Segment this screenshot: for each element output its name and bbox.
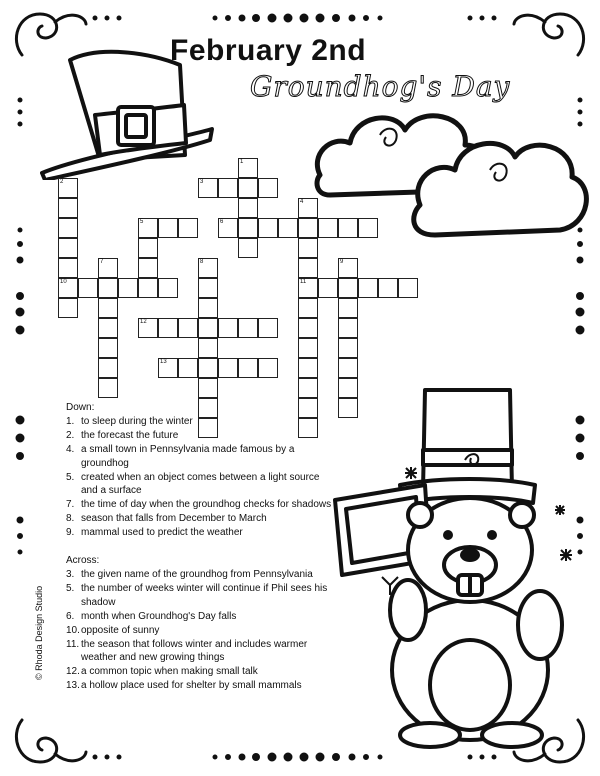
crossword-cell[interactable] <box>198 178 218 198</box>
clue-text: month when Groundhog's Day falls <box>81 610 237 622</box>
clue-number: 1. <box>66 415 75 427</box>
crossword-cell[interactable] <box>218 178 238 198</box>
crossword-cell[interactable] <box>298 298 318 318</box>
clue-text: the given name of the groundhog from Pennsylvania <box>81 568 313 580</box>
cell-number: 1 <box>240 159 244 165</box>
crossword-cell[interactable] <box>258 218 278 238</box>
clue-text: a small town in Pennsylvania made famous by a groundhog <box>81 443 295 469</box>
cell-number: 6 <box>220 219 224 225</box>
crossword-cell[interactable] <box>98 358 118 378</box>
crossword-cell[interactable] <box>138 278 158 298</box>
clue-number: 4. <box>66 443 75 455</box>
crossword-cell[interactable] <box>298 358 318 378</box>
clue-number: 2. <box>66 429 75 441</box>
cell-number: 9 <box>340 259 344 265</box>
crossword-cell[interactable] <box>338 338 358 358</box>
clue-text: the season that follows winter and includes warmer weather and new growing things <box>81 638 308 664</box>
crossword-cell[interactable] <box>338 218 358 238</box>
crossword-cell[interactable] <box>238 358 258 378</box>
clue-text: to sleep during the winter <box>81 415 193 427</box>
crossword-cell[interactable] <box>338 358 358 378</box>
clue-number: 5. <box>66 582 75 594</box>
cell-number: 13 <box>160 359 167 365</box>
clue-text: mammal used to predict the weather <box>81 527 243 539</box>
clue-text: the time of day when the groundhog checks for shadows <box>81 499 332 511</box>
clue-number: 11. <box>66 638 80 650</box>
crossword-cell[interactable] <box>298 198 318 218</box>
crossword-cell[interactable] <box>58 258 78 278</box>
crossword-cell[interactable] <box>238 158 258 178</box>
down-clue <box>66 415 336 429</box>
crossword-cell[interactable] <box>98 258 118 278</box>
crossword-cell[interactable] <box>238 238 258 258</box>
crossword-cell[interactable] <box>138 218 158 238</box>
copyright-credit: © Rhoda Design Studio <box>34 585 44 680</box>
clue-text: a hollow place used for shelter by small mammals <box>81 680 302 692</box>
clue-number: 7. <box>66 499 75 511</box>
crossword-cell[interactable] <box>138 318 158 338</box>
clue-number: 13. <box>66 680 80 692</box>
crossword-cell[interactable] <box>98 378 118 398</box>
crossword-cell[interactable] <box>178 218 198 238</box>
crossword-cell[interactable] <box>298 218 318 238</box>
crossword-cell[interactable] <box>58 278 78 298</box>
crossword-cell[interactable] <box>198 278 218 298</box>
crossword-cell[interactable] <box>138 258 158 278</box>
clue-text: opposite of sunny <box>81 624 160 636</box>
down-clue <box>66 429 336 443</box>
crossword-cell[interactable] <box>58 218 78 238</box>
crossword-cell[interactable] <box>58 178 78 198</box>
crossword-cell[interactable] <box>238 318 258 338</box>
across-heading: Across: <box>66 555 100 567</box>
clue-number: 12. <box>66 666 80 678</box>
cell-number: 5 <box>140 219 144 225</box>
crossword-cell[interactable] <box>338 278 358 298</box>
down-clue <box>66 471 336 499</box>
clue-text: the forecast the future <box>81 429 179 441</box>
crossword-cell[interactable] <box>298 238 318 258</box>
crossword-cell[interactable] <box>218 218 238 238</box>
crossword-cell[interactable] <box>338 298 358 318</box>
crossword-cell[interactable] <box>298 338 318 358</box>
crossword-cell[interactable] <box>198 378 218 398</box>
crossword-cell[interactable] <box>258 358 278 378</box>
page-subtitle: Groundhog's Day <box>250 70 511 103</box>
crossword-cell[interactable] <box>158 358 178 378</box>
clue-text: a common topic when making small talk <box>81 666 258 678</box>
clue-text: the number of weeks winter will continue if Phil sees his shadow <box>81 582 328 608</box>
clue-number: 3. <box>66 568 75 580</box>
across-clue <box>66 568 336 582</box>
down-clue <box>66 498 336 512</box>
crossword-cell[interactable] <box>298 378 318 398</box>
crossword-cell[interactable] <box>238 218 258 238</box>
down-heading: Down: <box>66 402 95 413</box>
crossword-cell[interactable] <box>258 318 278 338</box>
across-clue <box>66 582 336 610</box>
crossword-cell[interactable] <box>98 278 118 298</box>
clue-number: 5. <box>66 471 75 483</box>
crossword-cell[interactable] <box>298 258 318 278</box>
cell-number: 11 <box>300 279 307 285</box>
crossword-cell[interactable] <box>238 178 258 198</box>
groundhog-illustration <box>330 385 585 755</box>
crossword-cell[interactable] <box>298 318 318 338</box>
crossword-cell[interactable] <box>338 318 358 338</box>
across-clue <box>66 624 336 638</box>
crossword-cell[interactable] <box>238 198 258 218</box>
crossword-cell[interactable] <box>198 338 218 358</box>
clues-section <box>66 401 336 693</box>
down-clue <box>66 512 336 526</box>
clue-text: created when an object comes between a light source and a surface <box>81 471 320 497</box>
crossword-cell[interactable] <box>278 218 298 238</box>
clue-number: 6. <box>66 610 75 622</box>
crossword-cell[interactable] <box>58 238 78 258</box>
cell-number: 10 <box>60 279 67 285</box>
crossword-cell[interactable] <box>218 358 238 378</box>
crossword-cell[interactable] <box>158 278 178 298</box>
crossword-cell[interactable] <box>378 278 398 298</box>
down-clue <box>66 443 336 471</box>
crossword-cell[interactable] <box>98 338 118 358</box>
crossword-cell[interactable] <box>178 358 198 378</box>
crossword-cell[interactable] <box>58 198 78 218</box>
crossword-cell[interactable] <box>98 318 118 338</box>
crossword-cell[interactable] <box>198 298 218 318</box>
cell-number: 8 <box>200 259 204 265</box>
crossword-cell[interactable] <box>158 218 178 238</box>
across-clue <box>66 610 336 624</box>
crossword-cell[interactable] <box>78 278 98 298</box>
clue-number: 10. <box>66 624 80 636</box>
crossword-cell[interactable] <box>258 178 278 198</box>
crossword-cell[interactable] <box>198 358 218 378</box>
crossword-cell[interactable] <box>298 278 318 298</box>
crossword-cell[interactable] <box>318 218 338 238</box>
crossword-cell[interactable] <box>338 258 358 278</box>
pilgrim-hat-icon <box>40 45 220 180</box>
down-clue-list <box>66 415 336 540</box>
crossword-cell[interactable] <box>98 298 118 318</box>
cell-number: 12 <box>140 319 147 325</box>
cell-number: 3 <box>200 179 204 185</box>
across-clue-list <box>66 568 336 693</box>
page-title: February 2nd <box>170 34 367 67</box>
down-clue <box>66 526 336 540</box>
crossword-cell[interactable] <box>158 318 178 338</box>
crossword-cell[interactable] <box>398 278 418 298</box>
crossword-cell[interactable] <box>358 218 378 238</box>
across-clue <box>66 679 336 693</box>
across-clue <box>66 665 336 679</box>
crossword-cell[interactable] <box>138 238 158 258</box>
cell-number: 7 <box>100 259 104 265</box>
crossword-cell[interactable] <box>358 278 378 298</box>
cell-number: 2 <box>60 179 64 185</box>
crossword-cell[interactable] <box>178 318 198 338</box>
across-clue <box>66 638 336 666</box>
crossword-cell[interactable] <box>318 278 338 298</box>
crossword-cell[interactable] <box>58 298 78 318</box>
crossword-cell[interactable] <box>218 318 238 338</box>
crossword-cell[interactable] <box>118 278 138 298</box>
crossword-cell[interactable] <box>198 258 218 278</box>
crossword-cell[interactable] <box>198 318 218 338</box>
clue-number: 9. <box>66 527 75 539</box>
clue-number: 8. <box>66 513 75 525</box>
clue-text: season that falls from December to March <box>81 513 267 525</box>
cell-number: 4 <box>300 199 304 205</box>
